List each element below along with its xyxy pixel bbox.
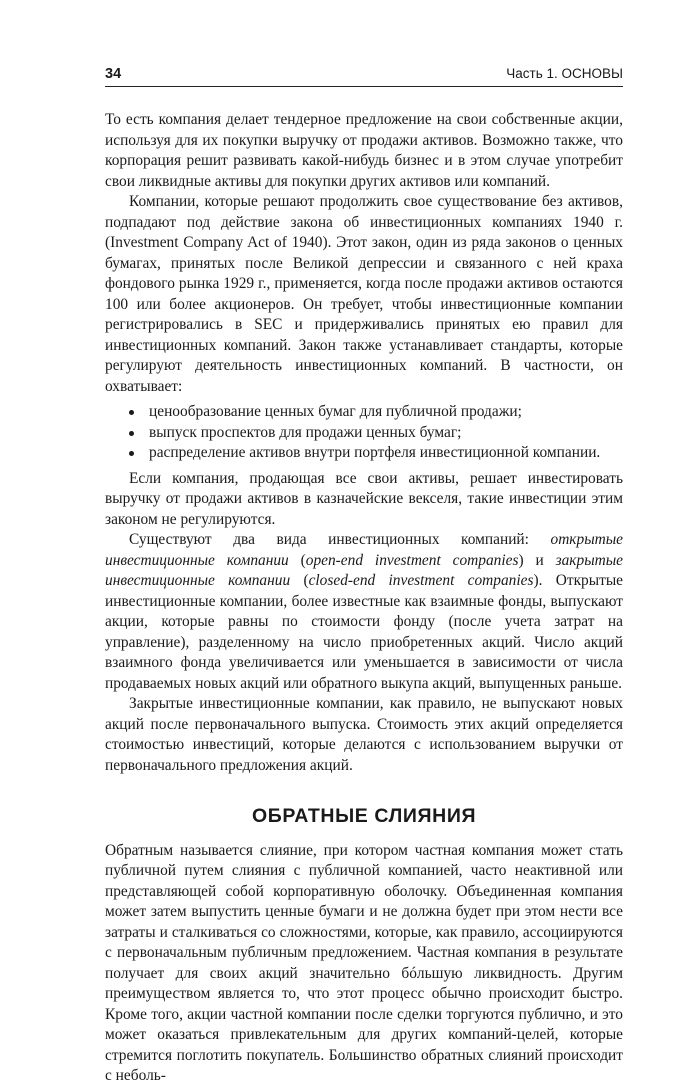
text-run: ( — [288, 551, 306, 569]
italic-term: open-end investment companies — [305, 551, 519, 569]
text-run: Существуют два вида инвестиционных компаний: — [129, 531, 551, 548]
text-run: ( — [290, 572, 309, 589]
paragraph — [105, 530, 623, 694]
list-item: выпуск проспектов для продажи ценных бумаг; — [129, 423, 623, 444]
paragraph: Если компания, продающая все свои активы, решает инвестировать выручку от продажи активов в казначейские векселя, такие инвестиции этим законом не регулируются. — [105, 469, 623, 528]
italic-term: открытые инвестиционные компании — [105, 531, 623, 569]
page-header — [105, 66, 623, 87]
text-run: ). Открытые инвестиционные компании, более известные как взаимные фонды, выпускают акции, которые равны по стоимости фонду (после учета затрат на управление), разделенному на число приобретенных акций. Число акций взаимного фонда увеличивается или уменьшается в зависимости от числа продаваемых новых акций или обратного выкупа акций, выпущенных раньше. — [105, 572, 623, 692]
italic-term: закрытые инвестиционные компании — [105, 551, 623, 589]
section-heading: ОБРАТНЫЕ СЛИЯНИЯ — [251, 805, 477, 827]
page-body — [105, 110, 623, 1087]
paragraph: То есть компания делает тендерное предложение на свои собственные акции, используя для их покупки выручку от продажи активов. Возможно также, что корпорация решит развивать какой-нибудь бизнес и в этом случае употребит свои ликвидные активы для покупки других активов или компаний. — [105, 111, 623, 190]
paragraph: Закрытые инвестиционные компании, как правило, не выпускают новых акций после первоначального выпуска. Стоимость этих акций определяется стоимостью инвестиций, которые делаются с использованием выручки от первоначального предложения акций. — [105, 695, 623, 774]
list-item: ценообразование ценных бумаг для публичной продажи; — [129, 402, 623, 423]
italic-term: closed-end investment companies — [308, 572, 534, 589]
paragraph: Компании, которые решают продолжить свое существование без активов, подпадают под действие закона об инвестиционных компаниях 1940 г. (Investment Company Act of 1940). Этот закон, один из ряда законов о ценных бумагах, принятых после Великой депрессии и связанного с ней краха фондового рынка 1929 г., применяется, когда после продажи активов остаются 100 или более акционеров. Он требует, чтобы инвестиционные компании регистрировались в SEC и придерживались принятых ею правил для инвестиционных компаний. Закон также устанавливает стандарты, которые регулируют деятельность инвестиционных компаний. В частности, он охватывает: — [105, 193, 623, 395]
bullet-list — [105, 402, 623, 464]
page-number: 34 — [105, 66, 122, 82]
list-item: распределение активов внутри портфеля инвестиционной компании. — [129, 443, 623, 464]
text-run: ) и — [518, 551, 556, 569]
paragraph: Обратным называется слияние, при котором частная компания может стать публичной путем слияния с публичной компанией, часто неактивной или представляющей собой корпоративную оболочку. Объединенная компания может затем выпустить ценные бумаги и не должна будет при этом нести все затраты и сталкиваться со сложностями, которые, как правило, ассоциируются с первоначальным публичным предложением. Частная компания в результате получает для своих акций значительно бóльшую ликвидность. Другим преимуществом является то, что этот процесс обычно происходит быстро. Кроме того, акции частной компании после сделки торгуются публично, и это может оказаться привлекательным для других компаний-целей, которые стремится поглотить покупатель. Большинство обратных слияний происходит с неболь- — [105, 841, 623, 1084]
running-title: Часть 1. ОСНОВЫ — [506, 66, 623, 81]
